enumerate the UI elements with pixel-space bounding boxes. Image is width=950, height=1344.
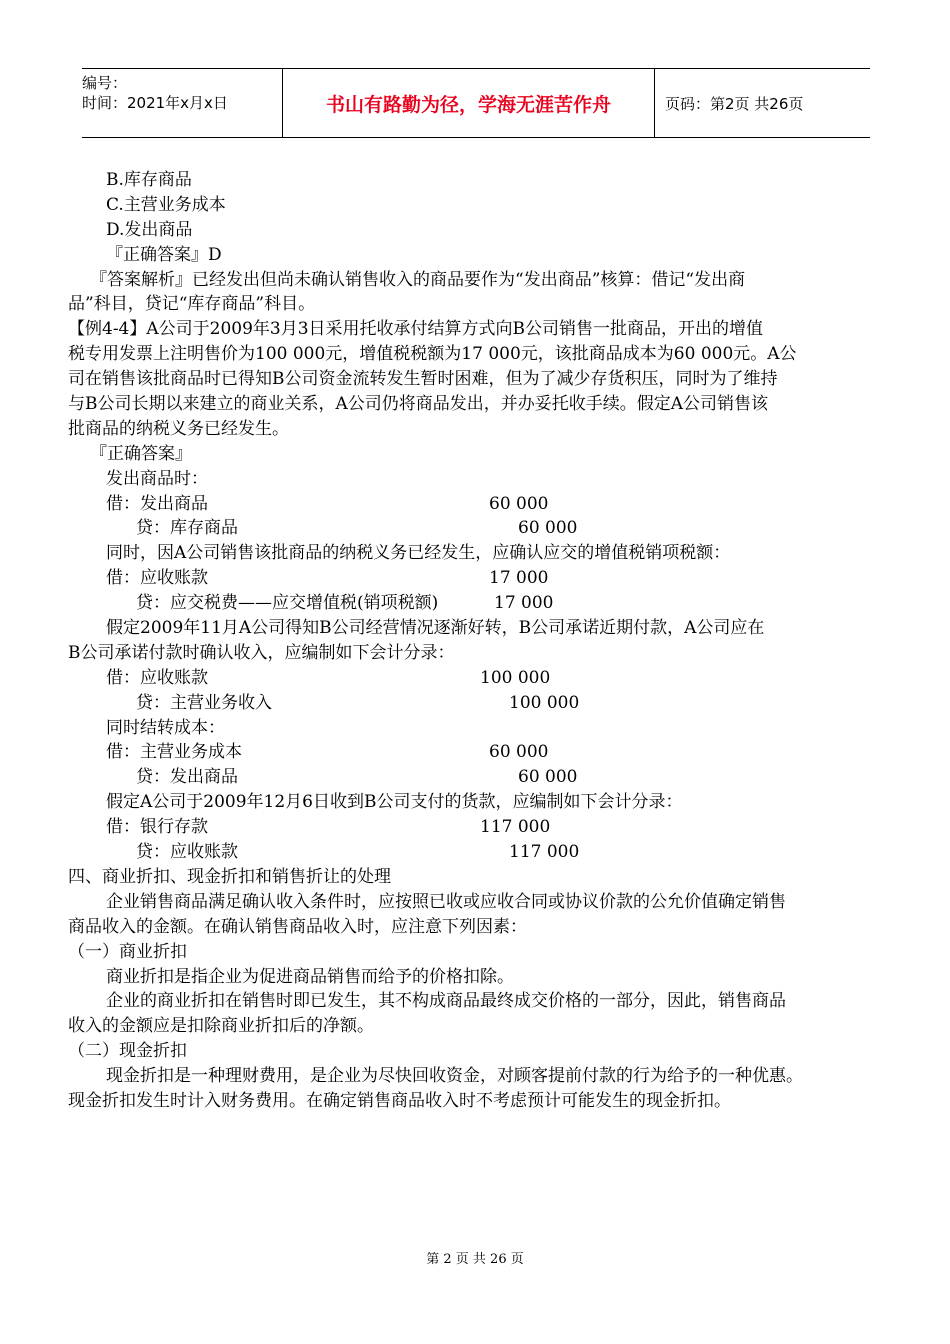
entry-amount: 60 000 [489,493,549,514]
text-line: 发出商品时： [106,468,208,489]
text-line: 『正确答案』D [106,244,222,265]
entry-amount: 17 000 [494,593,554,614]
entry-account: 借：发出商品 [106,493,208,514]
text-line: 『正确答案』 [90,443,192,464]
text-line: 税专用发票上注明售价为100 000元，增值税税额为17 000元，该批商品成本为60 000元。A公 [68,344,797,365]
entry-amount: 60 000 [489,742,549,763]
text-line: B.库存商品 [106,170,192,190]
journal-entry [68,666,888,691]
text-line: 【例4-4】A公司于2009年3月3日采用托收承付结算方式向B公司销售一批商品，开出的增值 [68,319,764,340]
text-line: 批商品的纳税义务已经发生。 [68,418,289,439]
header-left [82,69,282,137]
text-line: D.发出商品 [106,219,193,240]
journal-entry [68,740,888,765]
text-line [68,541,888,566]
entry-amount: 117 000 [509,842,580,863]
text-line [68,616,888,641]
journal-entry [68,591,888,616]
journal-entry [68,566,888,591]
entry-amount: 60 000 [518,767,578,788]
journal-entry [68,691,888,716]
text-line: 『答案解析』已经发出但尚未确认销售收入的商品要作为“发出商品”核算：借记“发出商 [90,269,746,290]
entry-account: 借：应收账款 [106,568,208,589]
text-line: 商业折扣是指企业为促进商品销售而给予的价格扣除。 [106,966,514,987]
entry-account: 借：银行存款 [106,817,208,838]
text-line: C.主营业务成本 [106,194,226,215]
entry-account: 同时，因A公司销售该批商品的纳税义务已经发生，应确认应交的增值税销项税额： [106,543,731,564]
entry-account: 贷：应交税费——应交增值税(销项税额) [136,593,439,614]
document-time-label: 时间：2021年x月x日 [82,94,228,112]
entry-account: 贷：主营业务收入 [136,692,272,713]
entry-amount: 17 000 [489,568,549,589]
entry-account: 借：主营业务成本 [106,742,242,763]
entry-amount: 100 000 [509,692,580,713]
entry-account: 假定A公司于2009年12月6日收到B公司支付的货款，应编制如下会计分录： [106,792,683,813]
entry-account: 贷：库存商品 [136,518,238,539]
header-motto: 书山有路勤为径，学海无涯苦作舟 [282,69,655,137]
text-line: 现金折扣发生时计入财务费用。在确定销售商品收入时不考虑预计可能发生的现金折扣。 [68,1090,731,1111]
text-line: （一）商业折扣 [68,941,187,962]
journal-entry [68,492,888,517]
journal-entry [68,516,888,541]
text-line: 司在销售该批商品时已得知B公司资金流转发生暂时困难，但为了减少存货积压，同时为了维持 [68,369,778,390]
journal-entry [68,815,888,840]
entry-amount: 60 000 [518,518,578,539]
entry-account: 同时结转成本： [106,717,225,738]
entry-account: B公司承诺付款时确认收入，应编制如下会计分录： [68,642,455,663]
text-line: 四、商业折扣、现金折扣和销售折让的处理 [68,866,391,887]
journal-entry [68,840,888,865]
document-number-label: 编号： [82,74,128,92]
text-line: 收入的金额应是扣除商业折扣后的净额。 [68,1016,374,1037]
text-line: 商品收入的金额。在确认销售商品收入时，应注意下列因素： [68,916,527,937]
document-body [68,168,888,1114]
page-footer: 第 2 页 共 26 页 [426,1252,524,1267]
entry-account: 贷：应收账款 [136,842,238,863]
entry-account: 贷：发出商品 [136,767,238,788]
entry-amount: 100 000 [480,667,551,688]
text-line [68,790,888,815]
text-line [68,641,888,666]
text-line: 与B公司长期以来建立的商业关系，A公司仍将商品发出，并办妥托收手续。假定A公司销售该 [68,394,769,415]
header-page-info: 页码：第2页 共26页 [665,94,804,113]
text-line [68,716,888,741]
text-line: 现金折扣是一种理财费用，是企业为尽快回收资金，对顾客提前付款的行为给予的一种优惠。 [106,1066,803,1087]
entry-amount: 117 000 [480,817,551,838]
text-line: 品”科目，贷记“库存商品”科目。 [68,294,316,315]
journal-entry [68,765,888,790]
entry-account: 假定2009年11月A公司得知B公司经营情况逐渐好转，B公司承诺近期付款，A公司应在 [106,618,765,639]
entry-account: 借：应收账款 [106,667,208,688]
text-line: （二）现金折扣 [68,1041,187,1062]
page-header [82,68,870,138]
text-line: 企业销售商品满足确认收入条件时，应按照已收或应收合同或协议价款的公允价值确定销售 [106,891,786,912]
text-line: 企业的商业折扣在销售时即已发生，其不构成商品最终成交价格的一部分，因此，销售商品 [106,991,786,1012]
